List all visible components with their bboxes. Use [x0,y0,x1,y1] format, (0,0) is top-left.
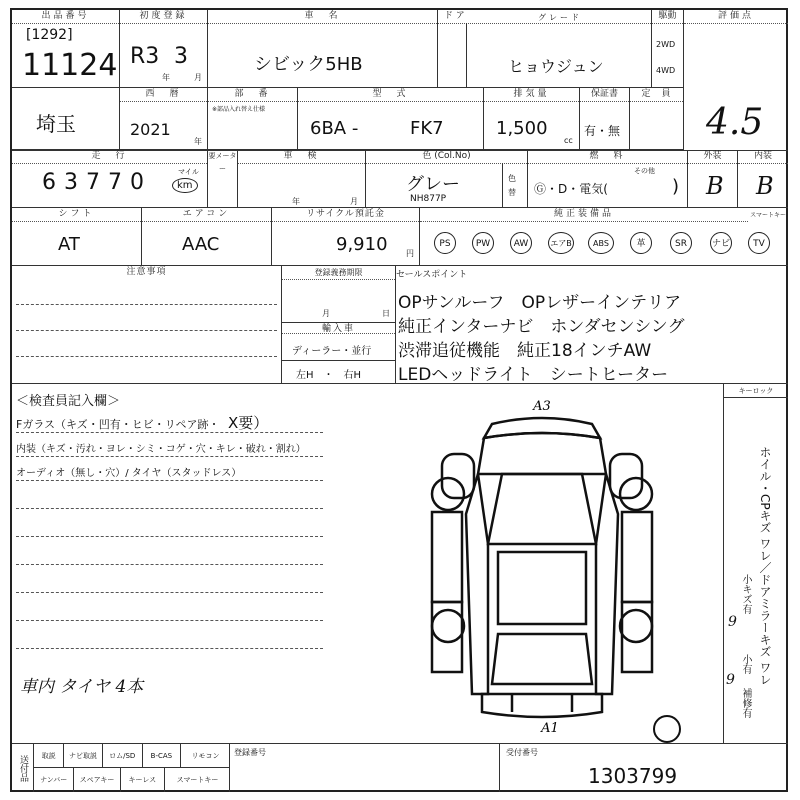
recycle-label: リサイクル預託金 [272,208,419,222]
receipt-label: 受付番号 [506,748,538,757]
month-unit: 月 [194,73,202,82]
capacity-label: 定 員 [630,88,683,102]
notes-line [16,304,277,305]
side-mark: 9 [728,614,737,630]
grade-label: グレード [538,13,582,22]
lot-number: 11124 [22,48,118,83]
inspection-line [16,620,323,621]
year-value: 2021 [130,120,171,139]
mileage-unit-km: km [172,178,198,193]
mileage-label: 走 行 [12,150,207,164]
drive-label: 駆動 [652,10,683,24]
inspection-line [16,648,323,649]
dept-cell [208,88,298,150]
region-cell [12,88,120,150]
lot-no-label: 出品番号 [12,10,119,24]
mileage-digit: 6 [42,170,56,195]
sales-line: 純正インターナビ ホンダセンシング [398,317,685,337]
side-mark: 9 [726,672,735,688]
delivery-item: ナビ取説 [64,744,102,767]
interior-label: 内装 [738,150,788,164]
diagram-mark-a3: A3 [533,399,551,414]
handle-divider [282,360,395,361]
glass-mark: X要） [228,414,269,432]
sales-line: OPサンルーフ OPレザーインテリア [398,293,682,313]
inspection-month-unit: 月 [350,197,358,206]
dept-note: ※部品入れ替え仕様 [212,106,266,113]
equip-abs: ABS [588,232,614,254]
score-value: 4.5 [706,102,764,143]
sales-line: 渋滞追従機能 純正18インチAW [398,341,652,361]
exterior-cell [688,150,738,208]
audio-line: オーディオ（無し・穴）/ タイヤ（スタッドレス） [16,468,242,479]
lot-number-cell [12,10,120,88]
warranty-value: 有・無 [584,124,621,138]
notes-label: 注意事項 [126,267,167,277]
diagram-mark-a1: A1 [541,721,559,734]
rear-bumper [482,694,602,717]
exterior-label: 外装 [688,150,737,164]
shift-value: AT [58,234,80,255]
front-right-wheel [620,478,652,510]
delivery-label: 送付品 [12,744,34,792]
rear-right-wheel [620,610,652,642]
handle-value: 左H ・ 右H [296,370,362,381]
lot-code: [1292] [26,27,73,43]
expiry-label: 登録義務期限 [282,266,395,280]
mileage-digit: 7 [86,170,100,195]
warranty-label: 保証書 [580,88,629,102]
score-label: 評価点 [684,10,788,24]
drive-2wd: 2WD [656,40,676,49]
inspection-line [16,508,323,509]
delivery-items-top [34,744,230,768]
fuel-close-paren: ) [672,176,680,197]
side-legend-cell [724,384,788,744]
dept-label: 部 番 [208,88,297,102]
expiry-day: 日 [382,309,390,318]
first-registration-cell [120,10,208,88]
year-label: 西 暦 [120,88,207,102]
year-cell [120,88,208,150]
side-legend-text: ホイル・CPキズ ワレ／ドアミラーキズ ワレ [758,446,772,686]
delivery-item: キーレス [121,768,165,792]
equip-label: 純正装備品 [420,208,748,222]
delivery-item: スマートキー [176,776,219,784]
capacity-cell [630,88,684,150]
meter-cell [208,150,238,208]
inspection-date-cell [238,150,366,208]
delivery-item: B-CAS [143,744,181,767]
sales-label: セールスポイント [396,270,468,280]
delivery-items-bottom [34,768,230,792]
receipt-cell [500,744,788,792]
delivery-items [34,744,230,792]
recycle-cell [272,208,420,266]
model-cell [298,88,484,150]
inspection-line [16,536,323,537]
equipment-cell [420,208,788,266]
roof [498,552,586,624]
receipt-number: 1303799 [588,764,678,788]
front-left-wheel [432,478,464,510]
first-reg-label: 初度登録 [120,10,207,24]
door-label: ドア [438,10,651,24]
keyless-label: スマートキー [750,212,786,219]
door-divider [466,23,467,88]
displacement-cell [484,88,580,150]
grade-cell [438,10,652,88]
fuel-cell [528,150,688,208]
import-value: ディーラー・並行 [292,346,372,357]
reg-label: 登録番号 [234,748,266,757]
rear-window [492,634,592,684]
equip-aw: AW [510,232,532,254]
handwritten-note: 車内 タイヤ 4本 [20,677,144,697]
inspection-line [16,480,323,481]
car-name: シビック5HB [254,54,363,75]
right-side [596,474,618,694]
notes-line [16,330,277,331]
first-reg-era: R3 [130,44,160,69]
inspection-line [16,432,323,433]
inspection-title: ＜検査員記入欄＞ [16,394,121,409]
mileage-unit-mile: マイル [178,168,199,176]
color-label: 色 (Col.No) [366,150,527,164]
delivery-item: スペアキー [74,768,120,792]
color-change-label: 色替 [508,174,516,197]
car-name-label: 車 名 [208,10,437,24]
side-legend-sub: 小キズ有 [740,574,751,614]
ac-label: エアコン [142,208,271,222]
drive-4wd: 4WD [656,66,676,75]
import-label: 輸入車 [282,322,395,334]
displacement-label: 排気量 [484,88,579,102]
ac-value: AAC [182,234,220,255]
equip-leather: 革 [630,232,652,254]
fuel-values: Ⓖ・D・電気( [534,182,608,196]
equip-sr: SR [670,232,692,254]
right-door-front [622,512,652,602]
side-legend-sub: 小有 [740,654,751,674]
left-door-front [432,512,462,602]
region: 埼玉 [36,112,76,136]
recycle-amount: 9,910 [336,234,388,255]
model-prefix: 6BA - [310,118,359,139]
score-cell [684,10,788,150]
color-change-divider [502,163,503,208]
color-value: グレー [406,174,460,195]
delivery-item: 取説 [34,744,64,767]
auction-sheet [10,8,788,792]
keylock-label: キーロック [724,384,788,398]
mileage-cell [12,150,208,208]
inspection-area [12,384,724,744]
shift-cell [12,208,142,266]
sales-points-cell [396,266,788,384]
model-code: FK7 [410,118,444,139]
first-reg-month: 3 [174,44,188,69]
meter-label: 要メーター [208,152,237,173]
displacement-unit: cc [564,136,573,145]
year-suffix: 年 [194,137,202,146]
mileage-digits [38,170,148,195]
registration-cell [230,744,500,792]
equip-airbag: エアB [548,232,574,254]
inspection-line [16,456,323,457]
expiry-import-cell [282,266,396,384]
car-diagram [422,394,662,734]
exterior-grade: B [706,172,724,200]
model-label: 型 式 [298,88,483,102]
recycle-unit: 円 [406,249,414,258]
ac-cell [142,208,272,266]
expiry-month: 月 [322,309,330,318]
fuel-label: 燃 料 [528,150,687,164]
spare-tire-icon [652,714,682,744]
inspection-year-unit: 年 [292,197,300,206]
color-cell [366,150,528,208]
windshield [488,474,596,544]
equip-navi: ナビ [710,232,732,254]
shift-label: シフト [12,208,141,222]
displacement-value: 1,500 [496,118,548,139]
mileage-digit: 0 [130,170,144,195]
interior-grade: B [756,172,774,200]
notes-cell [12,266,282,384]
inspection-line [16,592,323,593]
fuel-other-label: その他 [634,167,655,175]
delivery-item: ロム/SD [103,744,143,767]
glass-line: Fガラス（キズ・凹有・ヒビ・リペア跡・ [16,418,220,431]
interior-cell [738,150,788,208]
rear-left-wheel [432,610,464,642]
equip-pw: PW [472,232,494,254]
side-legend-sub: 補修有 [740,688,751,718]
car-name-cell [208,10,438,88]
left-side [466,474,488,694]
notes-line [16,356,277,357]
front-right-tire-box [610,454,642,498]
delivery-item: リモコン [191,752,220,760]
inspection-line [16,564,323,565]
mileage-digit: 7 [108,170,122,195]
front-left-tire-box [442,454,474,498]
grade: ヒョウジュン [508,57,604,76]
sales-line: LEDヘッドライト シートヒーター [398,365,669,385]
color-code: NH877P [410,194,447,204]
delivery-item: ナンバー [34,768,74,792]
interior-line: 内装（キズ・汚れ・ヨレ・シミ・コゲ・穴・キレ・破れ・割れ） [16,444,306,455]
year-unit: 年 [162,73,170,82]
equip-ps: PS [434,232,456,254]
warranty-cell [580,88,630,150]
inspection-label: 車 検 [238,150,365,164]
equip-tv: TV [748,232,770,254]
drive-cell [652,10,684,88]
hood [478,433,606,474]
mileage-digit: 3 [64,170,78,195]
